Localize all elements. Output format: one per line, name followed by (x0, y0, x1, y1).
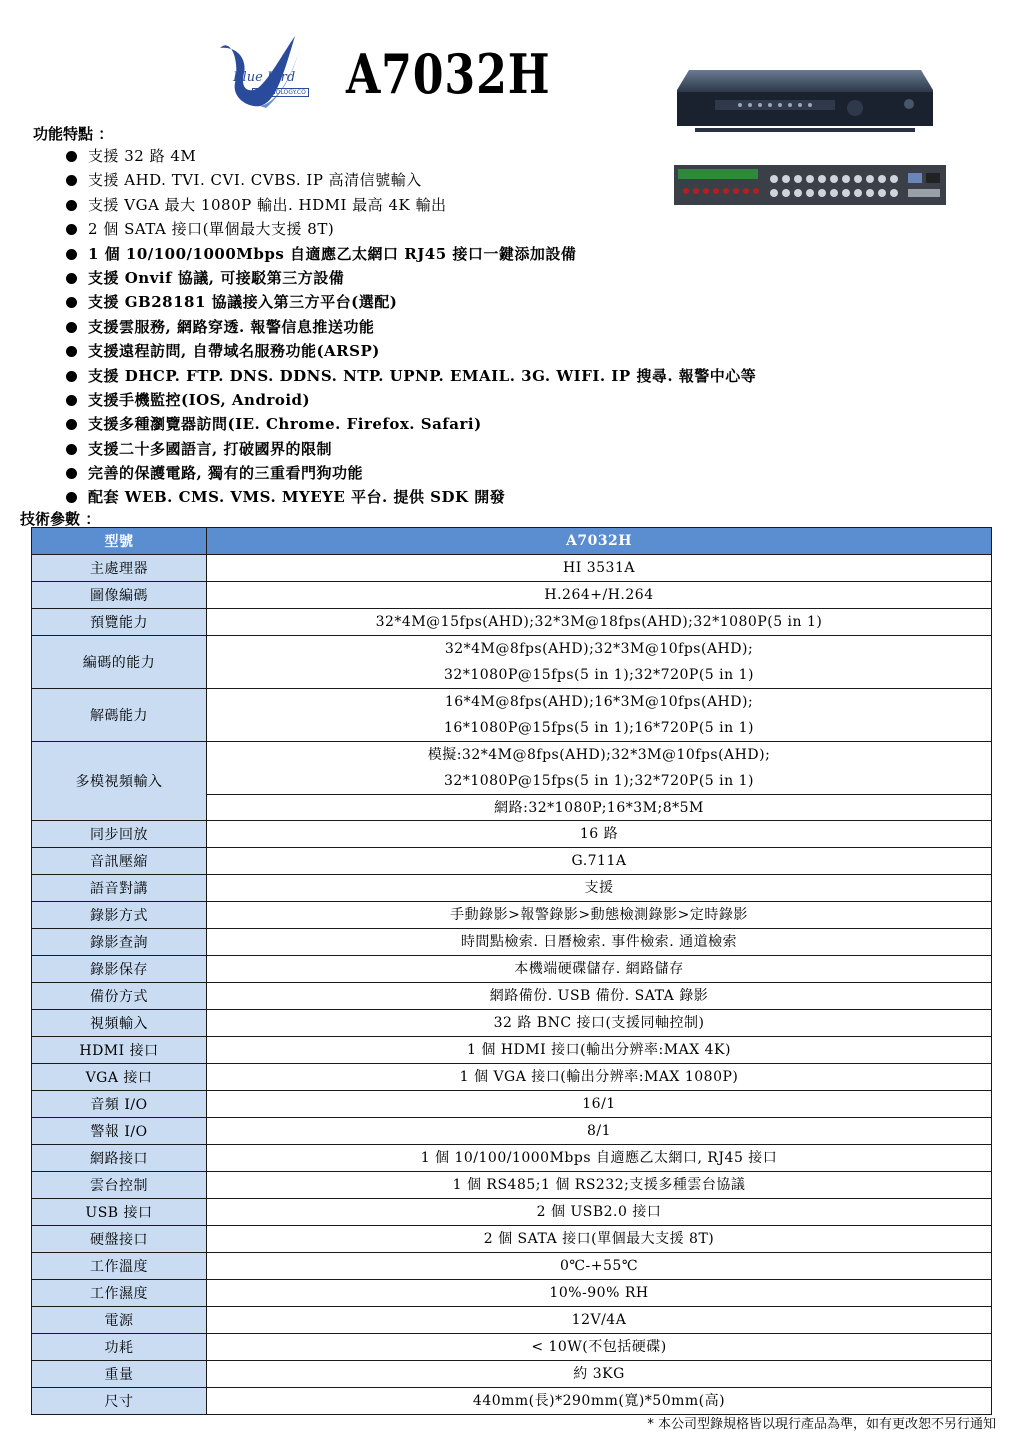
spec-value-line: 16*4M@8fps(AHD);16*3M@10fps(AHD); (444, 693, 754, 710)
spec-value (207, 1253, 992, 1280)
spec-value (207, 902, 992, 929)
spec-key: 錄影方式 (32, 902, 207, 929)
spec-value (207, 1064, 992, 1091)
feature-item: 1 個 10/100/1000Mbps 自適應乙太網口 RJ45 接口一鍵添加設備 (66, 242, 756, 266)
spec-key: 預覽能力 (32, 608, 207, 635)
spec-key: 硬盤接口 (32, 1226, 207, 1253)
spec-value (207, 635, 992, 688)
spec-value (207, 1172, 992, 1199)
spec-row (32, 1199, 992, 1226)
spec-row (32, 1145, 992, 1172)
spec-value (207, 1280, 992, 1307)
feature-item: 支援 Onvif 協議, 可接駁第三方設備 (66, 266, 756, 290)
spec-value (207, 1091, 992, 1118)
spec-value-line: HI 3531A (563, 559, 635, 576)
spec-value (207, 1118, 992, 1145)
spec-key: 電源 (32, 1307, 207, 1334)
spec-row (32, 902, 992, 929)
spec-value-line: 2 個 USB2.0 接口 (536, 1204, 662, 1221)
spec-row (32, 688, 992, 741)
feature-item: 支援遠程訪問, 自帶域名服務功能(ARSP) (66, 339, 756, 363)
spec-row (32, 1010, 992, 1037)
spec-value-line: G.711A (571, 853, 627, 870)
spec-row (32, 929, 992, 956)
spec-key: 重量 (32, 1361, 207, 1388)
spec-row (32, 581, 992, 608)
spec-value-line: 10%-90% RH (549, 1285, 649, 1302)
spec-value-line: 1 個 HDMI 接口(輸出分辨率:MAX 4K) (467, 1042, 731, 1059)
feature-item: 支援 32 路 4M (66, 144, 756, 168)
spec-value (207, 741, 992, 794)
spec-value-line: 1 個 VGA 接口(輸出分辨率:MAX 1080P) (459, 1069, 739, 1086)
spec-value-line: 32*4M@8fps(AHD);32*3M@10fps(AHD); (444, 640, 754, 657)
spec-value (207, 581, 992, 608)
spec-key: 圖像編碼 (32, 581, 207, 608)
spec-value-line: 16/1 (582, 1096, 616, 1113)
spec-key: 備份方式 (32, 983, 207, 1010)
spec-key: 解碼能力 (32, 688, 207, 741)
spec-row (32, 875, 992, 902)
spec-key: 錄影保存 (32, 956, 207, 983)
spec-value: 網路:32*1080P;16*3M;8*5M (207, 794, 992, 821)
spec-key: USB 接口 (32, 1199, 207, 1226)
spec-row (32, 848, 992, 875)
feature-item: 支援二十多國語言, 打破國界的限制 (66, 437, 756, 461)
spec-value-line: 8/1 (586, 1123, 612, 1140)
spec-key: VGA 接口 (32, 1064, 207, 1091)
spec-key: 多模視頻輸入 (32, 741, 207, 821)
spec-key: 工作濕度 (32, 1280, 207, 1307)
feature-item: 支援 GB28181 協議接入第三方平台(選配) (66, 290, 756, 314)
spec-row (32, 1334, 992, 1361)
feature-item: 支援多種瀏覽器訪問(IE. Chrome. Firefox. Safari) (66, 412, 756, 436)
spec-row (32, 608, 992, 635)
spec-value-line: 支援 (584, 880, 614, 897)
page-title: A7032H (346, 42, 551, 106)
spec-row (32, 1118, 992, 1145)
spec-value (207, 956, 992, 983)
spec-value (207, 608, 992, 635)
feature-item: 支援 AHD. TVI. CVI. CVBS. IP 高清信號輸入 (66, 168, 756, 192)
spec-row (32, 1253, 992, 1280)
spec-key: 視頻輸入 (32, 1010, 207, 1037)
feature-item: 支援 DHCP. FTP. DNS. DDNS. NTP. UPNP. EMAIL. 3G. WIFI. IP 搜尋. 報警中心等 (66, 364, 756, 388)
spec-key: 雲台控制 (32, 1172, 207, 1199)
feature-item: 完善的保護電路, 獨有的三重看門狗功能 (66, 461, 756, 485)
spec-value-line: 16*1080P@15fps(5 in 1);16*720P(5 in 1) (444, 719, 754, 736)
feature-item: 支援手機監控(IOS, Android) (66, 388, 756, 412)
spec-value-line: H.264+/H.264 (544, 586, 654, 603)
spec-value (207, 1226, 992, 1253)
spec-row (32, 635, 992, 688)
spec-value (207, 1361, 992, 1388)
spec-value-line: < 10W(不包括硬碟) (531, 1339, 667, 1356)
spec-key: 尺寸 (32, 1388, 207, 1415)
spec-value (207, 1010, 992, 1037)
footnote: * 本公司型錄規格皆以現行產品為準，如有更改恕不另行通知 (647, 1417, 996, 1432)
spec-value-line: 本機端硬碟儲存. 網路儲存 (514, 961, 684, 978)
spec-value-line: 時間點檢索. 日曆檢索. 事件檢索. 通道檢索 (460, 934, 738, 951)
spec-value (207, 821, 992, 848)
spec-table (31, 527, 992, 1415)
spec-value-line: 約 3KG (573, 1366, 625, 1383)
spec-value (207, 848, 992, 875)
spec-row (32, 1361, 992, 1388)
feature-item: 2 個 SATA 接口(單個最大支援 8T) (66, 217, 756, 241)
spec-value-line: 32 路 BNC 接口(支援同軸控制) (493, 1015, 705, 1032)
spec-row (32, 1226, 992, 1253)
spec-row (32, 554, 992, 581)
spec-value-line: 網路備份. USB 備份. SATA 錄影 (489, 988, 709, 1005)
dvr-front-image (675, 68, 935, 132)
spec-row (32, 1172, 992, 1199)
spec-key: HDMI 接口 (32, 1037, 207, 1064)
spec-value-line: 手動錄影>報警錄影>動態檢測錄影>定時錄影 (450, 907, 748, 924)
spec-key: 警報 I/O (32, 1118, 207, 1145)
spec-key: 語音對講 (32, 875, 207, 902)
feature-item: 支援雲服務, 網路穿透. 報警信息推送功能 (66, 315, 756, 339)
spec-value (207, 875, 992, 902)
spec-key: 網路接口 (32, 1145, 207, 1172)
spec-key: 音訊壓縮 (32, 848, 207, 875)
spec-value-line: 2 個 SATA 接口(單個最大支援 8T) (483, 1231, 715, 1248)
spec-value-line: 440mm(長)*290mm(寬)*50mm(高) (472, 1393, 726, 1410)
spec-key: 工作溫度 (32, 1253, 207, 1280)
spec-value-line: 32*1080P@15fps(5 in 1);32*720P(5 in 1) (444, 666, 754, 683)
spec-value (207, 1334, 992, 1361)
spec-key: 編碼的能力 (32, 635, 207, 688)
spec-value (207, 554, 992, 581)
spec-row (32, 1280, 992, 1307)
spec-key: 錄影查詢 (32, 929, 207, 956)
spec-key: 音頻 I/O (32, 1091, 207, 1118)
spec-value (207, 1307, 992, 1334)
spec-row (32, 956, 992, 983)
spec-header-key: 型號 (32, 528, 207, 555)
spec-row (32, 741, 992, 794)
spec-value (207, 1199, 992, 1226)
spec-row (32, 983, 992, 1010)
spec-value-line: 1 個 10/100/1000Mbps 自適應乙太網口, RJ45 接口 (420, 1150, 778, 1167)
spec-key: 主處理器 (32, 554, 207, 581)
feature-item: 支援 VGA 最大 1080P 輸出. HDMI 最高 4K 輸出 (66, 193, 756, 217)
spec-row (32, 1091, 992, 1118)
spec-value-line: 32*4M@15fps(AHD);32*3M@18fps(AHD);32*1080P(5 in 1) (375, 613, 823, 630)
features-title: 功能特點 ： (33, 125, 114, 143)
spec-key: 功耗 (32, 1334, 207, 1361)
spec-row (32, 1064, 992, 1091)
logo-subtitle: TECHNOLOGY.CO (252, 88, 309, 97)
feature-list (66, 144, 756, 510)
spec-header-value: A7032H (207, 528, 992, 555)
spec-value (207, 688, 992, 741)
spec-header-row (32, 528, 992, 555)
spec-value-line: 16 路 (579, 826, 619, 843)
spec-row (32, 1307, 992, 1334)
specs-title: 技術參數 ： (20, 510, 101, 528)
spec-value-line: 32*1080P@15fps(5 in 1);32*720P(5 in 1) (444, 772, 754, 789)
spec-row (32, 1037, 992, 1064)
feature-item: 配套 WEB. CMS. VMS. MYEYE 平台. 提供 SDK 開發 (66, 485, 756, 509)
spec-value (207, 1145, 992, 1172)
spec-value-line: 12V/4A (571, 1312, 627, 1329)
spec-row (32, 1388, 992, 1415)
spec-row (32, 821, 992, 848)
spec-value-line: 1 個 RS485;1 個 RS232;支援多種雲台協議 (452, 1177, 746, 1194)
logo-name: Blue Bird (233, 70, 296, 85)
spec-value-line: 0℃-+55℃ (559, 1258, 638, 1275)
spec-value (207, 1037, 992, 1064)
spec-value (207, 983, 992, 1010)
spec-value (207, 1388, 992, 1415)
spec-value (207, 929, 992, 956)
spec-value-line: 模擬:32*4M@8fps(AHD);32*3M@10fps(AHD); (427, 746, 771, 763)
spec-key: 同步回放 (32, 821, 207, 848)
